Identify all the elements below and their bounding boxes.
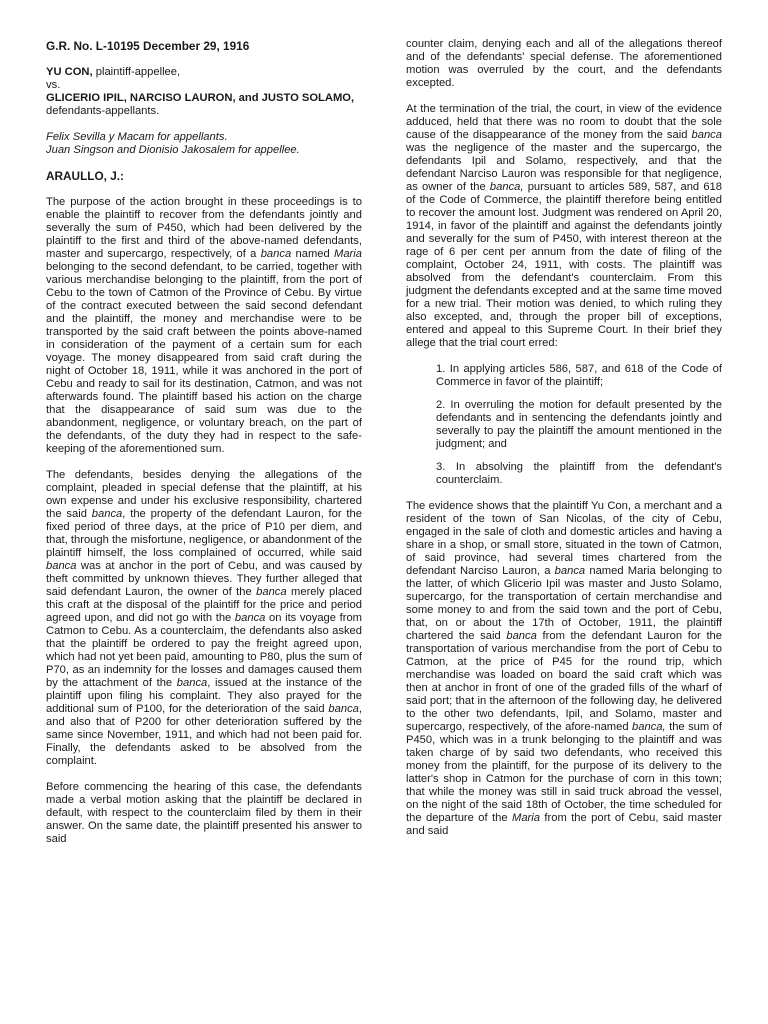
counsel-appellee: Juan Singson and Dionisio Jakosalem for appellee. [46, 144, 300, 156]
left-column [46, 40, 362, 846]
error-item-1: 1. In applying articles 586, 587, and 618 of the Code of Commerce in favor of the plaintiff; [436, 363, 722, 388]
defendants-line [46, 92, 362, 118]
paragraph-defense: The defendants, besides denying the allegations of the complaint, pleaded in special defense that the plaintiff, at his own expense and under his exclusive responsibility, chartered the said banca, the property of the defendant Lauron, for the fixed period of three days, at the price of P10 per diem, and that, through the misfortune, negligence, or abandonment of the plaintiff himself, the loss complained of occurred, while said banca was at anchor in the port of Cebu, and was caused by theft committed by unknown thieves. They further alleged that said defendant Lauron, the owner of the banca merely placed this craft at the disposal of the plaintiff for the price and period agreed upon, and did not go with the banca on its voyage from Catmon to Cebu. As a counterclaim, the defendants also asked that the plaintiff be ordered to pay the freight agreed upon, which had not yet been paid, amounting to P80, plus the sum of P70, as an indemnity for the losses and damages caused them by the attachment of the banca, issued at the instance of the plaintiff upon filing his complaint. They also prayed for the additional sum of P100, for the deterioration of the said banca, and also that of P200 for other deterioration suffered by the same since November, 1911, and which had not been paid for. Finally, the defendants asked to be absolved from the complaint. [46, 469, 362, 767]
case-number: G.R. No. L-10195 December 29, 1916 [46, 39, 250, 53]
versus: vs. [46, 79, 61, 91]
paragraph-motion-end: counter claim, denying each and all of the allegations thereof and of the defendants' special defense. The aforementioned motion was overruled by the court, and the defendants excepted. [406, 38, 722, 89]
error-item-3: 3. In absolving the plaintiff from the defendant's counterclaim. [436, 461, 722, 486]
paragraph-trial: At the termination of the trial, the court, in view of the evidence adduced, held that there was no room to doubt that the sole cause of the disappearance of the money from the said banca was the negligence of the master and the supercargo, the defendants Ipil and Solamo, respectively, and that the defendant Narciso Lauron was responsible for that negligence, as owner of the banca, pursuant to articles 589, 587, and 618 of the Code of Commerce, the plaintiff therefore being entitled to recover the amount lost. Judgment was rendered on April 20, 1914, in favor of the plaintiff and against the defendants jointly and severally for the sum of P450, with interest thereon at the rage of 6 per cent per annum from the date of filing of the complaint, October 24, 1911, with costs. The plaintiff was absolved from the defendant's counterclaim. From this judgment the defendants excepted and at the same time moved for a new trial. Their motion was denied, to which ruling they also excepted, and, through the proper bill of exceptions, entered and appeal to this Supreme Court. In their brief they allege that the trial court erred: [406, 103, 722, 349]
errors-list [406, 363, 722, 487]
error-item-2: 2. In overruling the motion for default presented by the defendants and in sentencing the defendants jointly and severally to pay the plaintiff the amount mentioned in the judgment; and [436, 399, 722, 450]
justice-name: ARAULLO, J.: [46, 169, 124, 183]
paragraph-purpose: The purpose of the action brought in these proceedings is to enable the plaintiff to recover from the defendants jointly and severally the sum of P450, which had been delivered by the plaintiff to the first and third of the above-named defendants, master and supercargo, respectively, of a banca named Maria belonging to the second defendant, to be carried, together with various merchandise belonging to the plaintiff, from the port of Cebu to the town of Catmon of the Province of Cebu. By virtue of the contract executed between the said second defendant and the plaintiff, the money and merchandise were to be transported by the said craft between the points above-named in consideration of the payment of a certain sum for each voyage. The money disappeared from said craft during the night of October 18, 1911, while it was anchored in the port of Cebu and ready to sail for its destination, Catmon, and was not afterwards found. The plaintiff based his action on the charge that the disappearance of said sum was due to the abandonment, negligence, or voluntary breach, on the part of the defendants, of the duty they had in respect to the safe-keeping of the aforementioned sum. [46, 196, 362, 455]
defendant-names: GLICERIO IPIL, NARCISO LAURON, and JUSTO SOLAMO, [46, 92, 355, 104]
paragraph-motion-start: Before commencing the hearing of this case, the defendants made a verbal motion asking that the plaintiff be declared in default, with respect to the counterclaim filed by them in their answer. On the same date, the plaintiff presented his answer to said [46, 781, 362, 845]
paragraph-evidence: The evidence shows that the plaintiff Yu Con, a merchant and a resident of the town of San Nicolas, of the city of Cebu, engaged in the sale of cloth and domestic articles and having a share in a shop, or small store, situated in the town of Catmon, of said province, had several times chartered from the defendant Narciso Lauron, a banca named Maria belonging to the latter, of which Glicerio Ipil was master and Justo Solamo, supercargo, for the transportation of certain merchandise and some money to and from the said town and the port of Cebu, that, on or about the 17th of October, 1911, the plaintiff chartered the said banca from the defendant Lauron for the transportation of various merchandise from the port of Cebu to Catmon, at the price of P45 for the round trip, which merchandise was loaded on board the said craft which was then at anchor in front of one of the graded fills of the wharf of said port; that in the afternoon of the following day, he delivered to the other two defendants, Ipil, and Solamo, master and supercargo, respectively, of the afore-named banca, the sum of P450, which was in a trunk belonging to the plaintiff and was taken charge of by said two defendants, who received this money from the plaintiff, for the purpose of its delivery to the latter's shop in Catmon for the purchase of corn in this town; that while the money was still in said truck abroad the vessel, on the night of the said 18th of October, the time scheduled for the departure of the Maria from the port of Cebu, said master and said [406, 500, 723, 837]
counsel-appellants: Felix Sevilla y Macam for appellants. [46, 131, 228, 143]
plaintiff-role: plaintiff-appellee, [92, 66, 181, 78]
right-column [406, 38, 722, 838]
plaintiff-name: YU CON, [46, 66, 93, 78]
defendant-role: defendants-appellants. [46, 105, 160, 117]
plaintiff-line [46, 66, 362, 79]
